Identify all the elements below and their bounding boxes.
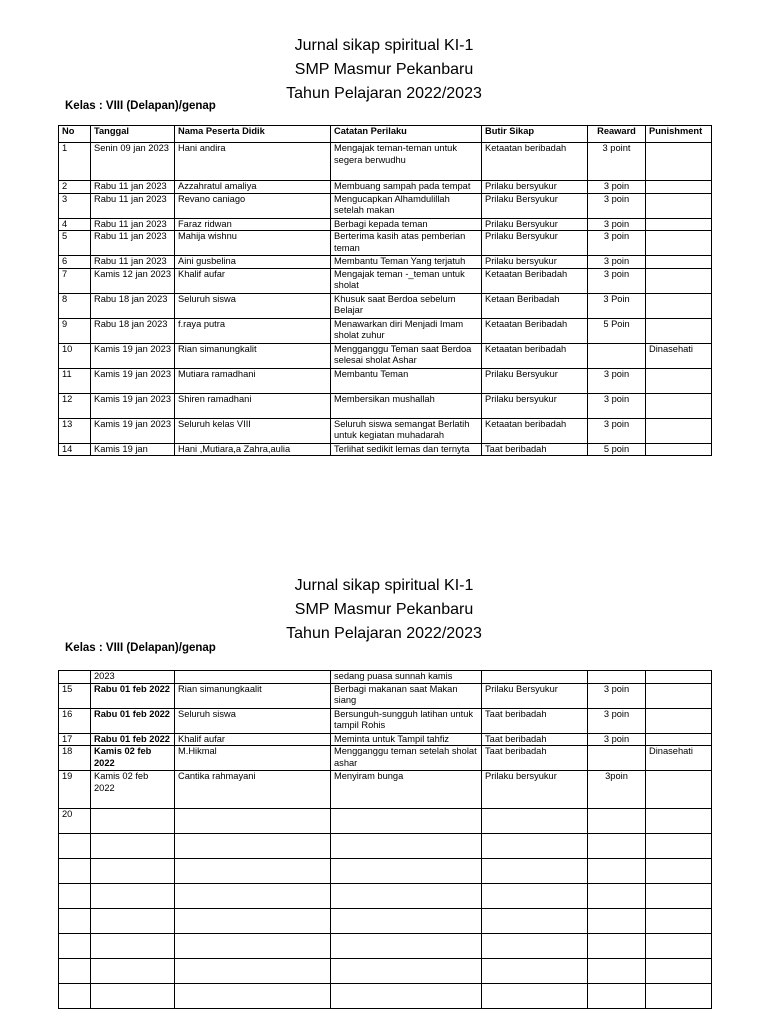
page-title [0,574,768,646]
header-reward: Reaward [588,126,646,143]
cell-punishment [646,268,712,293]
cell-punishment [646,143,712,181]
cell-reward: 5 Poin [588,318,646,343]
cell-nama: Mahija wishnu [175,231,331,256]
cell-tanggal: Kamis 19 jan [91,443,175,456]
cell-butir: Taat beribadah [482,733,588,746]
cell-reward: 3 point [588,143,646,181]
cell-nama: f.raya putra [175,318,331,343]
cell-butir: Taat beribadah [482,746,588,771]
cell-punishment: Dinasehati [646,343,712,368]
cell-reward: 3 poin [588,231,646,256]
cell-no [59,859,91,884]
cell-butir: Prilaku bersyukur [482,393,588,418]
table-row [59,959,712,984]
cell-tanggal: Rabu 11 jan 2023 [91,181,175,194]
table-row [59,934,712,959]
cell-nama [175,834,331,859]
cell-no: 15 [59,683,91,708]
cell-butir: Prilaku Bersyukur [482,218,588,231]
cell-punishment [646,181,712,194]
cell-nama: Aini gusbelina [175,256,331,269]
cell-no: 19 [59,771,91,809]
class-label: Kelas : VIII (Delapan)/genap [65,642,216,654]
cell-no: 4 [59,218,91,231]
table-row [59,671,712,684]
cell-nama: Rian simanungkalit [175,343,331,368]
cell-no: 9 [59,318,91,343]
cell-catatan: Berbagi kepada teman [331,218,482,231]
cell-tanggal [91,884,175,909]
cell-butir: Ketaatan beribadah [482,343,588,368]
cell-nama: Hani ,Mutiara,a Zahra,aulia [175,443,331,456]
cell-punishment [646,368,712,393]
table-row [59,984,712,1009]
cell-catatan [331,959,482,984]
header-tanggal: Tanggal [91,126,175,143]
header-punishment: Punishment [646,126,712,143]
cell-no [59,909,91,934]
table-row [59,231,712,256]
cell-reward: 3 poin [588,708,646,733]
cell-no: 6 [59,256,91,269]
cell-tanggal: Kamis 19 jan 2023 [91,393,175,418]
cell-punishment [646,218,712,231]
cell-punishment [646,809,712,834]
cell-catatan: Bersunguh-sungguh latihan untuk tampil Rohis [331,708,482,733]
cell-reward: 3 poin [588,218,646,231]
cell-nama: Mutiara ramadhani [175,368,331,393]
table-row [59,181,712,194]
cell-punishment [646,733,712,746]
cell-tanggal: 2023 [91,671,175,684]
cell-butir: Ketaatan beribadah [482,143,588,181]
cell-punishment [646,671,712,684]
cell-reward: 5 poin [588,443,646,456]
cell-tanggal: Kamis 02 feb 2022 [91,771,175,809]
cell-no [59,884,91,909]
table-row [59,418,712,443]
cell-butir [482,809,588,834]
header-no: No [59,126,91,143]
cell-reward [588,934,646,959]
cell-tanggal [91,959,175,984]
cell-butir: Taat beribadah [482,443,588,456]
cell-butir [482,959,588,984]
cell-butir: Prilaku Bersyukur [482,683,588,708]
table-row [59,834,712,859]
cell-butir: Ketaatan beribadah [482,418,588,443]
cell-punishment [646,984,712,1009]
cell-catatan: Mengganggu Teman saat Berdoa selesai sholat Ashar [331,343,482,368]
cell-butir [482,859,588,884]
cell-butir: Ketaatan Beribadah [482,268,588,293]
cell-punishment [646,256,712,269]
cell-nama [175,909,331,934]
cell-catatan: Khusuk saat Berdoa sebelum Belajar [331,293,482,318]
cell-reward: 3 poin [588,268,646,293]
cell-nama: Seluruh kelas VIII [175,418,331,443]
cell-punishment [646,318,712,343]
cell-butir: Ketaatan Beribadah [482,318,588,343]
cell-no: 17 [59,733,91,746]
academic-year: Tahun Pelajaran 2022/2023 [286,625,482,642]
cell-reward [588,884,646,909]
cell-tanggal [91,859,175,884]
cell-catatan: sedang puasa sunnah kamis [331,671,482,684]
cell-nama: Seluruh siswa [175,708,331,733]
cell-catatan: Membantu Teman [331,368,482,393]
cell-tanggal: Rabu 18 jan 2023 [91,318,175,343]
cell-reward: 3 Poin [588,293,646,318]
cell-catatan: Berterima kasih atas pemberian teman [331,231,482,256]
school-name: SMP Masmur Pekanbaru [294,61,474,78]
cell-butir [482,834,588,859]
cell-reward: 3 poin [588,181,646,194]
cell-nama: M.Hikmal [175,746,331,771]
table-row [59,443,712,456]
table-row [59,193,712,218]
cell-no [59,984,91,1009]
cell-nama [175,809,331,834]
header-nama: Nama Peserta Didik [175,126,331,143]
cell-no [59,934,91,959]
cell-catatan [331,834,482,859]
cell-tanggal: Rabu 01 feb 2022 [91,683,175,708]
cell-nama: Rian simanungkaalit [175,683,331,708]
cell-catatan [331,859,482,884]
school-name: SMP Masmur Pekanbaru [294,601,474,618]
cell-reward: 3poin [588,771,646,809]
cell-no: 7 [59,268,91,293]
cell-reward [588,984,646,1009]
cell-nama: Hani andira [175,143,331,181]
cell-nama [175,859,331,884]
cell-reward: 3 poin [588,256,646,269]
document-page-2 [0,560,768,1024]
cell-nama: Khalif aufar [175,733,331,746]
table-row [59,909,712,934]
table-row [59,143,712,181]
table-row [59,268,712,293]
cell-punishment [646,418,712,443]
cell-butir: Prilaku bersyukur [482,771,588,809]
cell-reward [588,746,646,771]
class-label: Kelas : VIII (Delapan)/genap [65,100,216,112]
cell-tanggal: Rabu 01 feb 2022 [91,708,175,733]
cell-no: 13 [59,418,91,443]
cell-punishment [646,443,712,456]
cell-no: 18 [59,746,91,771]
cell-reward: 3 poin [588,393,646,418]
cell-punishment [646,959,712,984]
table-row [59,859,712,884]
cell-punishment [646,884,712,909]
cell-butir: Prilaku Bersyukur [482,368,588,393]
cell-nama [175,671,331,684]
cell-tanggal [91,984,175,1009]
cell-nama: Revano caniago [175,193,331,218]
cell-nama [175,884,331,909]
cell-no: 2 [59,181,91,194]
cell-punishment [646,193,712,218]
cell-no: 5 [59,231,91,256]
cell-reward: 3 poin [588,733,646,746]
cell-catatan: Menyiram bunga [331,771,482,809]
cell-tanggal: Rabu 11 jan 2023 [91,256,175,269]
page-title [0,34,768,106]
table-row [59,343,712,368]
cell-no: 12 [59,393,91,418]
header-butir: Butir Sikap [482,126,588,143]
cell-tanggal: Rabu 01 feb 2022 [91,733,175,746]
cell-no: 20 [59,809,91,834]
cell-catatan: Membantu Teman Yang terjatuh [331,256,482,269]
cell-catatan: Menawarkan diri Menjadi Imam sholat zuhur [331,318,482,343]
cell-catatan: Mengucapkan Alhamdulillah setelah makan [331,193,482,218]
cell-nama: Seluruh siswa [175,293,331,318]
cell-butir [482,934,588,959]
cell-punishment [646,293,712,318]
cell-butir [482,884,588,909]
cell-nama: Shiren ramadhani [175,393,331,418]
cell-butir: Taat beribadah [482,708,588,733]
table-row [59,393,712,418]
cell-tanggal: Rabu 18 jan 2023 [91,293,175,318]
table-row [59,218,712,231]
cell-no [59,959,91,984]
cell-tanggal: Rabu 11 jan 2023 [91,193,175,218]
cell-catatan: Seluruh siswa semangat Berlatih untuk kegiatan muhadarah [331,418,482,443]
cell-butir: Prilaku bersyukur [482,256,588,269]
cell-catatan [331,909,482,934]
cell-nama [175,934,331,959]
cell-tanggal: Kamis 19 jan 2023 [91,343,175,368]
cell-catatan [331,934,482,959]
cell-punishment [646,231,712,256]
cell-no: 1 [59,143,91,181]
cell-catatan: Mengajak teman -_teman untuk sholat [331,268,482,293]
cell-tanggal: Kamis 02 feb 2022 [91,746,175,771]
cell-butir: Ketaan Beribadah [482,293,588,318]
cell-no: 8 [59,293,91,318]
cell-reward [588,671,646,684]
cell-tanggal: Kamis 19 jan 2023 [91,418,175,443]
cell-tanggal [91,834,175,859]
table-row [59,746,712,771]
table-row [59,256,712,269]
cell-reward [588,859,646,884]
cell-tanggal [91,934,175,959]
cell-no: 11 [59,368,91,393]
cell-punishment [646,834,712,859]
table-row [59,318,712,343]
cell-catatan: Mengajak teman-teman untuk segera berwudhu [331,143,482,181]
table-row [59,733,712,746]
cell-punishment [646,909,712,934]
cell-nama: Azzahratul amaliya [175,181,331,194]
journal-table-continued [58,670,712,1009]
title-line: Jurnal sikap spiritual KI-1 [294,37,474,54]
cell-punishment [646,708,712,733]
cell-punishment [646,393,712,418]
cell-butir [482,984,588,1009]
cell-no [59,834,91,859]
cell-no [59,671,91,684]
cell-reward [588,959,646,984]
cell-punishment [646,934,712,959]
cell-no: 10 [59,343,91,368]
cell-nama: Cantika rahmayani [175,771,331,809]
cell-tanggal: Rabu 11 jan 2023 [91,218,175,231]
cell-nama: Faraz ridwan [175,218,331,231]
cell-punishment [646,771,712,809]
cell-no: 3 [59,193,91,218]
cell-butir [482,671,588,684]
cell-nama [175,959,331,984]
cell-reward [588,343,646,368]
cell-catatan: Terlihat sedikit lemas dan ternyta [331,443,482,456]
cell-nama [175,984,331,1009]
cell-reward: 3 poin [588,193,646,218]
cell-punishment [646,683,712,708]
table-row [59,368,712,393]
cell-catatan: Mengganggu teman setelah sholat ashar [331,746,482,771]
cell-tanggal [91,809,175,834]
cell-tanggal: Rabu 11 jan 2023 [91,231,175,256]
cell-catatan [331,984,482,1009]
cell-tanggal: Senin 09 jan 2023 [91,143,175,181]
table-row [59,771,712,809]
academic-year: Tahun Pelajaran 2022/2023 [286,85,482,102]
cell-reward: 3 poin [588,368,646,393]
cell-butir: Prilaku bersyukur [482,181,588,194]
cell-catatan: Membersikan mushallah [331,393,482,418]
cell-tanggal: Kamis 19 jan 2023 [91,368,175,393]
cell-tanggal: Kamis 12 jan 2023 [91,268,175,293]
cell-reward [588,834,646,859]
cell-catatan: Membuang sampah pada tempat [331,181,482,194]
cell-tanggal [91,909,175,934]
cell-reward [588,809,646,834]
header-catatan: Catatan Perilaku [331,126,482,143]
table-row [59,809,712,834]
table-row [59,293,712,318]
cell-reward: 3 poin [588,683,646,708]
journal-table [58,125,712,456]
cell-butir: Prilaku Bersyukur [482,193,588,218]
table-header-row [59,126,712,143]
table-row [59,683,712,708]
table-row [59,708,712,733]
cell-catatan: Berbagi makanan saat Makan siang [331,683,482,708]
cell-punishment [646,859,712,884]
cell-reward [588,909,646,934]
cell-butir: Prilaku Bersyukur [482,231,588,256]
cell-punishment: Dinasehati [646,746,712,771]
title-line: Jurnal sikap spiritual KI-1 [294,577,474,594]
cell-catatan: Meminta untuk Tampil tahfiz [331,733,482,746]
cell-reward: 3 poin [588,418,646,443]
cell-no: 16 [59,708,91,733]
cell-nama: Khalif aufar [175,268,331,293]
table-row [59,884,712,909]
cell-catatan [331,809,482,834]
cell-butir [482,909,588,934]
cell-catatan [331,884,482,909]
cell-no: 14 [59,443,91,456]
